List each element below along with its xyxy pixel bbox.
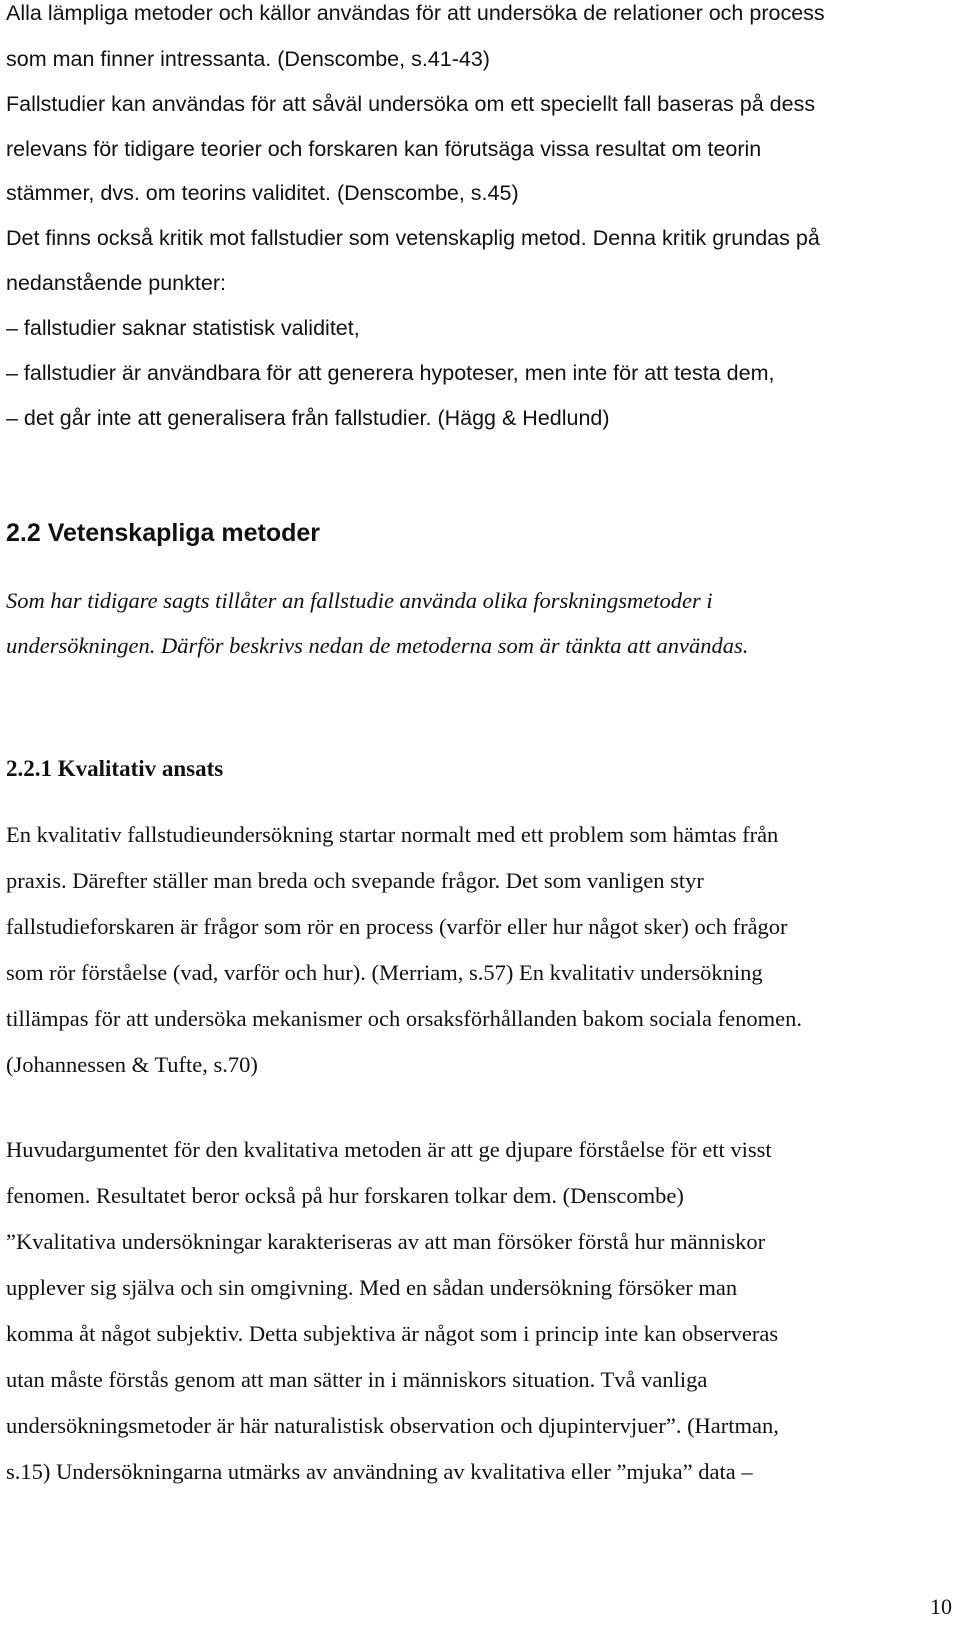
text-line: fallstudieforskaren är frågor som rör en process (varför eller hur något sker) och frågor bbox=[6, 914, 788, 939]
text-line: Fallstudier kan användas för att såväl undersöka om ett speciellt fall baseras på dess bbox=[6, 92, 816, 116]
text-line: (Johannessen & Tufte, s.70) bbox=[6, 1052, 258, 1077]
text-line: Huvudargumentet för den kvalitativa metoden är att ge djupare förståelse för ett visst bbox=[6, 1137, 772, 1162]
text-line: praxis. Därefter ställer man breda och svepande frågor. Det som vanligen styr bbox=[6, 868, 704, 893]
text-line: ”Kvalitativa undersökningar karakteriseras av att man försöker förstå hur människor bbox=[6, 1229, 766, 1254]
text-line: stämmer, dvs. om teorins validitet. (Denscombe, s.45) bbox=[6, 181, 519, 205]
text-line: tillämpas för att undersöka mekanismer och orsaksförhållanden bakom sociala fenomen. bbox=[6, 1006, 802, 1031]
text-line: s.15) Undersökningarna utmärks av användning av kvalitativa eller ”mjuka” data – bbox=[6, 1459, 753, 1484]
text-line: fenomen. Resultatet beror också på hur forskaren tolkar dem. (Denscombe) bbox=[6, 1183, 684, 1208]
page-number: 10 bbox=[930, 1594, 952, 1619]
text-line: En kvalitativ fallstudieundersökning startar normalt med ett problem som hämtas från bbox=[6, 822, 779, 847]
text-line: Det finns också kritik mot fallstudier som vetenskaplig metod. Denna kritik grundas på bbox=[6, 226, 820, 250]
bullet-item: – fallstudier är användbara för att generera hypoteser, men inte för att testa dem, bbox=[6, 361, 775, 385]
text-line: undersökningsmetoder är här naturalistisk observation och djupintervjuer”. (Hartman, bbox=[6, 1413, 779, 1438]
subsection-heading: 2.2.1 Kvalitativ ansats bbox=[6, 756, 224, 781]
text-line: som man finner intressanta. (Denscombe, s.41-43) bbox=[6, 47, 490, 71]
section-heading: 2.2 Vetenskapliga metoder bbox=[6, 519, 321, 547]
text-line: upplever sig själva och sin omgivning. Med en sådan undersökning försöker man bbox=[6, 1275, 738, 1300]
bullet-item: – fallstudier saknar statistisk validitet, bbox=[6, 316, 360, 340]
text-line: Som har tidigare sagts tillåter an fallstudie använda olika forskningsmetoder i bbox=[6, 588, 713, 613]
text-line: nedanstående punkter: bbox=[6, 271, 226, 295]
bullet-item: – det går inte att generalisera från fallstudier. (Hägg & Hedlund) bbox=[6, 406, 610, 430]
text-line: relevans för tidigare teorier och forskaren kan förutsäga vissa resultat om teorin bbox=[6, 137, 762, 161]
text-line: komma åt något subjektiv. Detta subjektiva är något som i princip inte kan observeras bbox=[6, 1321, 779, 1346]
text-line: undersökningen. Därför beskrivs nedan de metoderna som är tänkta att användas. bbox=[6, 633, 749, 658]
text-line: Alla lämpliga metoder och källor användas för att undersöka de relationer och process bbox=[6, 1, 825, 25]
text-line: utan måste förstås genom att man sätter in i människors situation. Två vanliga bbox=[6, 1367, 708, 1392]
text-line: som rör förståelse (vad, varför och hur). (Merriam, s.57) En kvalitativ undersökning bbox=[6, 960, 763, 985]
